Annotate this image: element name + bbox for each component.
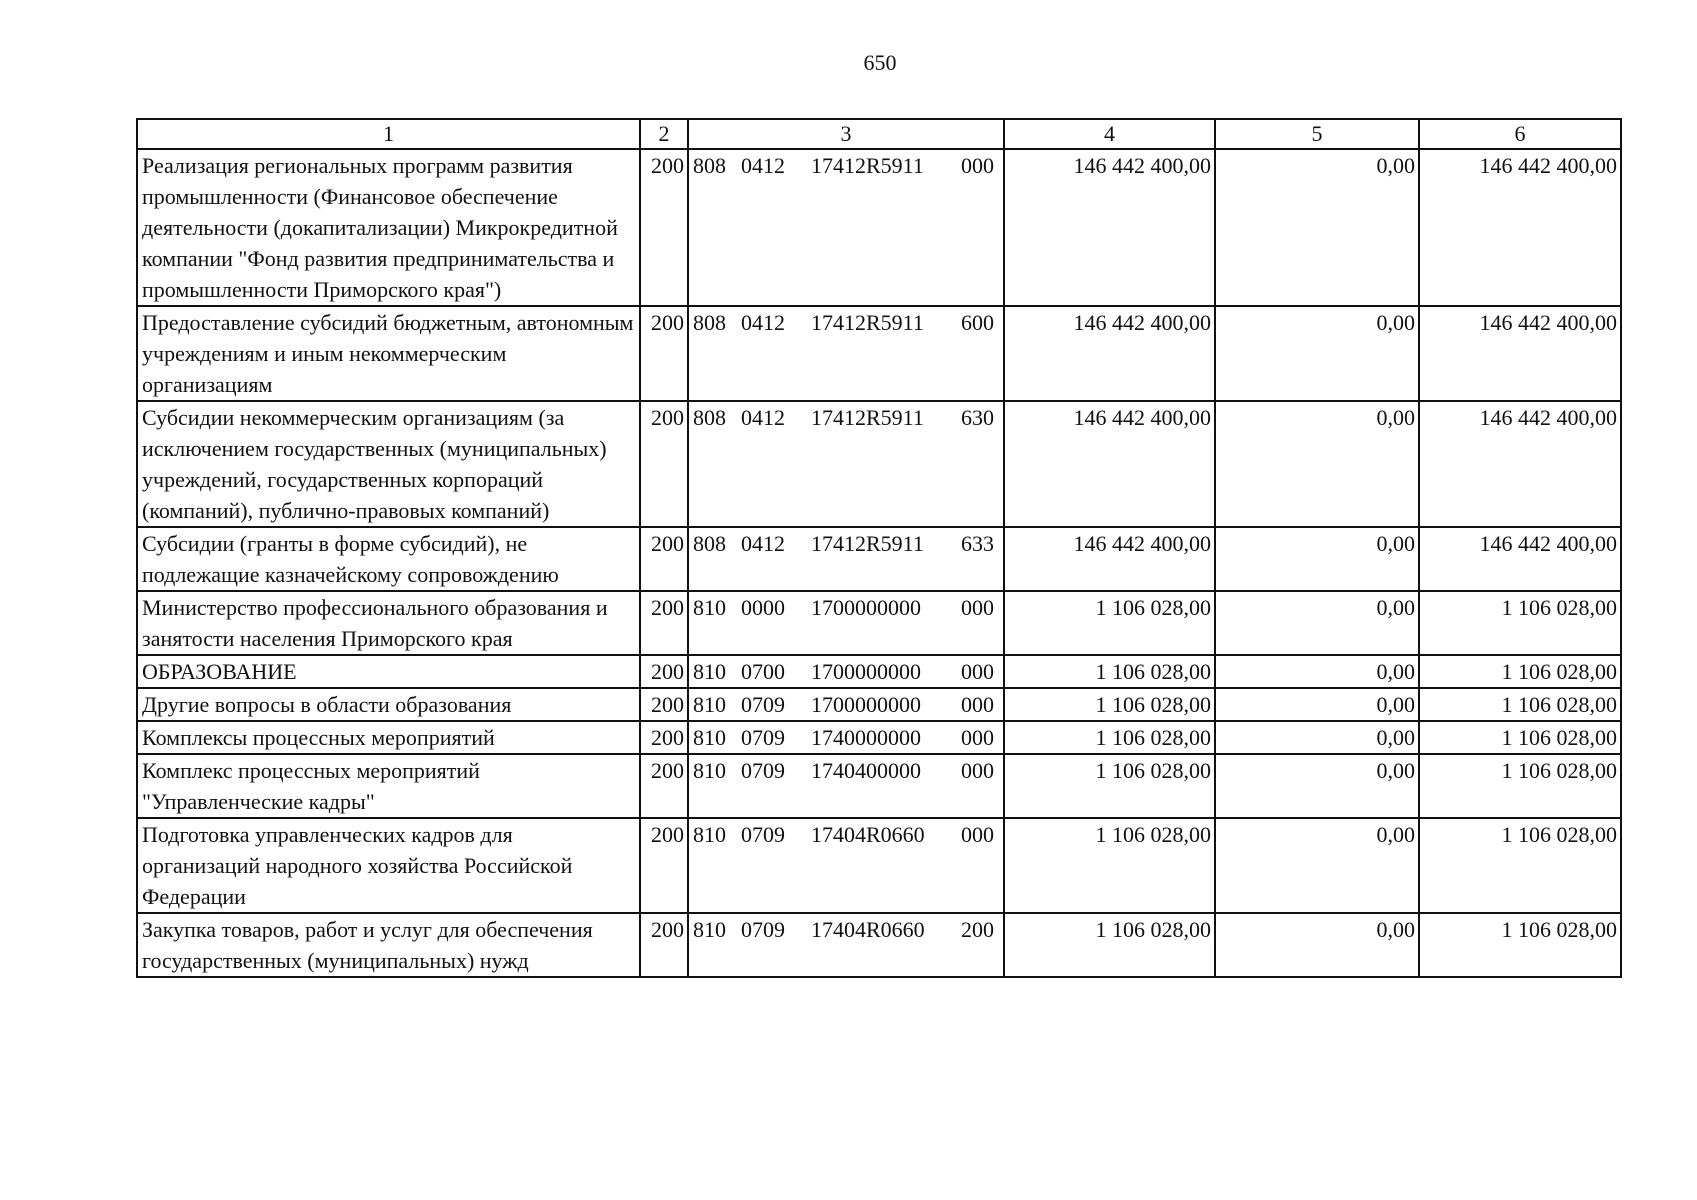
row-article-code: 1700000000 <box>811 659 921 684</box>
row-article-code: 1740400000 <box>811 758 921 783</box>
row-article-code: 17404R0660 <box>811 917 925 942</box>
row-chapter-code: 810 <box>693 692 726 717</box>
row-amount-col5: 0,00 <box>1215 527 1419 591</box>
row-section-code: 0412 <box>741 310 785 335</box>
row-budget-codes <box>688 306 1004 401</box>
row-budget-codes <box>688 527 1004 591</box>
row-article-code: 17404R0660 <box>811 822 925 847</box>
page-number: 650 <box>863 50 897 75</box>
row-amount-col6: 146 442 400,00 <box>1419 306 1621 401</box>
table-row <box>137 913 1621 977</box>
table-row <box>137 721 1621 754</box>
row-section-code: 0412 <box>741 405 785 430</box>
row-budget-codes <box>688 721 1004 754</box>
row-chapter-code: 808 <box>693 531 726 556</box>
row-name: Комплекс процессных мероприятий "Управленческие кадры" <box>137 754 640 818</box>
header-cell-1: 1 <box>137 119 640 149</box>
row-amount-col5: 0,00 <box>1215 721 1419 754</box>
row-amount-col5: 0,00 <box>1215 818 1419 913</box>
row-amount-col4: 146 442 400,00 <box>1004 401 1215 527</box>
header-cell-2: 2 <box>640 119 688 149</box>
row-amount-col5: 0,00 <box>1215 913 1419 977</box>
row-section-code: 0709 <box>741 758 785 783</box>
row-name: Комплексы процессных мероприятий <box>137 721 640 754</box>
row-amount-col5: 0,00 <box>1215 149 1419 306</box>
row-name: Субсидии некоммерческим организациям (за исключением государственных (муниципальных) учреждений, государственных корпораций (компаний), публично-правовых компаний) <box>137 401 640 527</box>
row-expense-type-code: 000 <box>961 595 994 620</box>
row-admin-code: 200 <box>640 401 688 527</box>
row-article-code: 17412R5911 <box>811 153 924 178</box>
row-budget-codes <box>688 818 1004 913</box>
row-budget-codes <box>688 655 1004 688</box>
row-amount-col6: 1 106 028,00 <box>1419 655 1621 688</box>
row-amount-col6: 1 106 028,00 <box>1419 591 1621 655</box>
header-row <box>137 119 1621 149</box>
table-row <box>137 688 1621 721</box>
row-section-code: 0709 <box>741 822 785 847</box>
row-amount-col5: 0,00 <box>1215 754 1419 818</box>
row-amount-col5: 0,00 <box>1215 591 1419 655</box>
row-budget-codes <box>688 913 1004 977</box>
row-admin-code: 200 <box>640 913 688 977</box>
header-cell-4: 4 <box>1004 119 1215 149</box>
row-article-code: 17412R5911 <box>811 310 924 335</box>
row-amount-col6: 146 442 400,00 <box>1419 149 1621 306</box>
row-expense-type-code: 600 <box>961 310 994 335</box>
row-chapter-code: 808 <box>693 153 726 178</box>
row-expense-type-code: 000 <box>961 822 994 847</box>
row-amount-col4: 1 106 028,00 <box>1004 754 1215 818</box>
row-chapter-code: 810 <box>693 917 726 942</box>
row-admin-code: 200 <box>640 149 688 306</box>
row-name: Другие вопросы в области образования <box>137 688 640 721</box>
row-chapter-code: 808 <box>693 310 726 335</box>
row-amount-col6: 1 106 028,00 <box>1419 754 1621 818</box>
row-admin-code: 200 <box>640 591 688 655</box>
row-section-code: 0709 <box>741 692 785 717</box>
row-article-code: 17412R5911 <box>811 531 924 556</box>
row-name: Министерство профессионального образования и занятости населения Приморского края <box>137 591 640 655</box>
row-amount-col6: 1 106 028,00 <box>1419 913 1621 977</box>
table-row <box>137 306 1621 401</box>
row-chapter-code: 810 <box>693 758 726 783</box>
row-expense-type-code: 000 <box>961 758 994 783</box>
row-section-code: 0709 <box>741 917 785 942</box>
row-name: ОБРАЗОВАНИЕ <box>137 655 640 688</box>
row-amount-col6: 146 442 400,00 <box>1419 527 1621 591</box>
row-name: Субсидии (гранты в форме субсидий), не подлежащие казначейскому сопровождению <box>137 527 640 591</box>
budget-table <box>136 118 1622 978</box>
row-budget-codes <box>688 591 1004 655</box>
row-amount-col5: 0,00 <box>1215 306 1419 401</box>
row-admin-code: 200 <box>640 688 688 721</box>
row-expense-type-code: 000 <box>961 153 994 178</box>
row-amount-col4: 146 442 400,00 <box>1004 149 1215 306</box>
row-amount-col4: 1 106 028,00 <box>1004 818 1215 913</box>
header-cell-5: 5 <box>1215 119 1419 149</box>
row-article-code: 1700000000 <box>811 595 921 620</box>
table-row <box>137 591 1621 655</box>
row-chapter-code: 810 <box>693 659 726 684</box>
row-admin-code: 200 <box>640 306 688 401</box>
row-amount-col5: 0,00 <box>1215 655 1419 688</box>
row-amount-col4: 146 442 400,00 <box>1004 306 1215 401</box>
row-amount-col6: 1 106 028,00 <box>1419 818 1621 913</box>
row-name: Реализация региональных программ развития промышленности (Финансовое обеспечение деятельности (докапитализации) Микрокредитной компании "Фонд развития предпринимательства и промышленности Приморского края") <box>137 149 640 306</box>
row-amount-col4: 1 106 028,00 <box>1004 655 1215 688</box>
row-amount-col6: 1 106 028,00 <box>1419 688 1621 721</box>
row-expense-type-code: 630 <box>961 405 994 430</box>
table-row <box>137 754 1621 818</box>
row-chapter-code: 810 <box>693 595 726 620</box>
row-chapter-code: 808 <box>693 405 726 430</box>
row-section-code: 0000 <box>741 595 785 620</box>
table-row <box>137 818 1621 913</box>
row-section-code: 0412 <box>741 531 785 556</box>
row-amount-col5: 0,00 <box>1215 688 1419 721</box>
row-section-code: 0412 <box>741 153 785 178</box>
row-expense-type-code: 000 <box>961 659 994 684</box>
row-amount-col6: 1 106 028,00 <box>1419 721 1621 754</box>
row-amount-col4: 1 106 028,00 <box>1004 688 1215 721</box>
row-article-code: 1700000000 <box>811 692 921 717</box>
header-cell-6: 6 <box>1419 119 1621 149</box>
row-amount-col4: 1 106 028,00 <box>1004 591 1215 655</box>
row-article-code: 17412R5911 <box>811 405 924 430</box>
row-admin-code: 200 <box>640 527 688 591</box>
row-section-code: 0700 <box>741 659 785 684</box>
header-cell-3: 3 <box>688 119 1004 149</box>
row-expense-type-code: 000 <box>961 725 994 750</box>
row-admin-code: 200 <box>640 818 688 913</box>
table-row <box>137 149 1621 306</box>
table-row <box>137 527 1621 591</box>
row-admin-code: 200 <box>640 655 688 688</box>
row-amount-col4: 1 106 028,00 <box>1004 721 1215 754</box>
row-amount-col4: 146 442 400,00 <box>1004 527 1215 591</box>
row-name: Подготовка управленческих кадров для организаций народного хозяйства Российской Федерации <box>137 818 640 913</box>
row-budget-codes <box>688 149 1004 306</box>
row-expense-type-code: 200 <box>961 917 994 942</box>
row-budget-codes <box>688 401 1004 527</box>
row-admin-code: 200 <box>640 754 688 818</box>
row-article-code: 1740000000 <box>811 725 921 750</box>
row-name: Закупка товаров, работ и услуг для обеспечения государственных (муниципальных) нужд <box>137 913 640 977</box>
row-chapter-code: 810 <box>693 822 726 847</box>
row-amount-col5: 0,00 <box>1215 401 1419 527</box>
row-amount-col4: 1 106 028,00 <box>1004 913 1215 977</box>
row-chapter-code: 810 <box>693 725 726 750</box>
table-row <box>137 401 1621 527</box>
row-expense-type-code: 000 <box>961 692 994 717</box>
row-name: Предоставление субсидий бюджетным, автономным учреждениям и иным некоммерческим организациям <box>137 306 640 401</box>
table-body <box>137 149 1621 977</box>
row-budget-codes <box>688 754 1004 818</box>
row-expense-type-code: 633 <box>961 531 994 556</box>
row-budget-codes <box>688 688 1004 721</box>
row-admin-code: 200 <box>640 721 688 754</box>
row-section-code: 0709 <box>741 725 785 750</box>
table-row <box>137 655 1621 688</box>
row-amount-col6: 146 442 400,00 <box>1419 401 1621 527</box>
